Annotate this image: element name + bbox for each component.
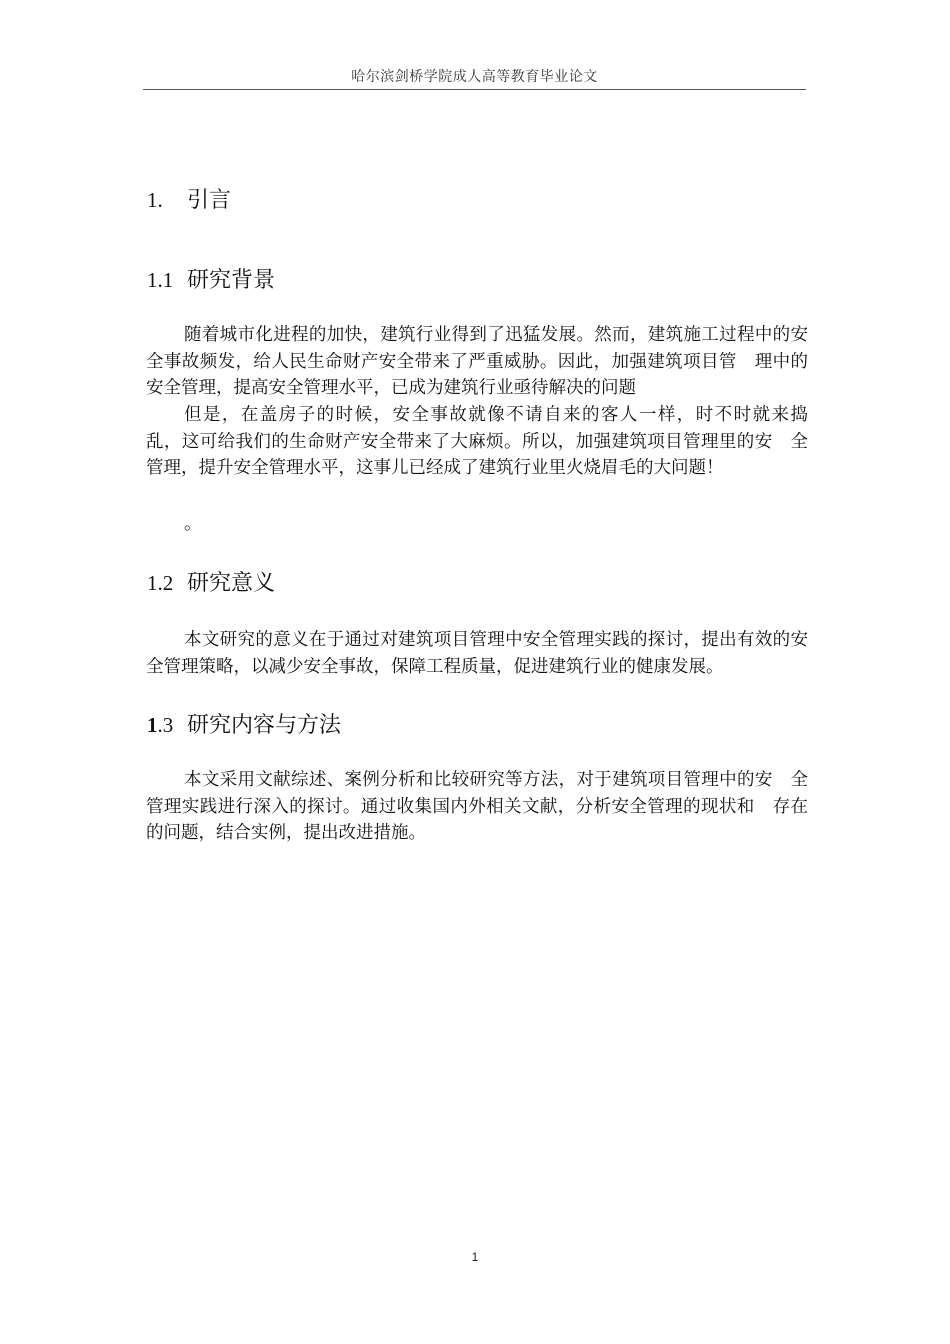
header-divider	[143, 89, 806, 90]
background-paragraph-2: 但是，在盖房子的时候，安全事故就像不请自来的客人一样，时不时就来捣 乱，这可给我们的生命财产安全带来了大麻烦。所以，加强建筑项目管理里的安 全管理，提升安全管理水平，这事儿已经成了建筑行业里火烧眉毛的大问题！	[146, 405, 826, 478]
heading-number: 1.2	[147, 571, 174, 595]
heading-research-background	[147, 263, 275, 294]
heading-content-and-methods	[147, 708, 341, 739]
page-header: 哈尔滨剑桥学院成人高等教育毕业论文	[351, 69, 598, 85]
heading-number-rest: .3	[157, 713, 174, 737]
page-number: 1	[471, 1250, 479, 1264]
background-paragraph-1: 随着城市化进程的加快，建筑行业得到了迅猛发展。然而，建筑施工过程中的安全事故频发，给人民生命财产安全带来了严重威胁。因此，加强建筑项目管 理中的安全管理，提高安全管理水平，已成为建筑行业亟待解决的问题	[146, 325, 808, 398]
heading-title: 研究意义	[187, 571, 276, 596]
heading-number-bold: 1	[147, 713, 158, 737]
significance-paragraph: 本文研究的意义在于通过对建筑项目管理中安全管理实践的探讨，提出有效的安全管理策略，以减少安全事故，保障工程质量，促进建筑行业的健康发展。	[146, 630, 808, 677]
heading-introduction	[147, 183, 231, 214]
heading-title: 研究背景	[187, 268, 276, 293]
methods-paragraph: 本文采用文献综述、案例分析和比较研究等方法，对于建筑项目管理中的安 全管理实践进行深入的探讨。通过收集国内外相关文献，分析安全管理的现状和 存在的问题，结合实例，提出改进措施。	[146, 770, 808, 843]
heading-title: 引言	[187, 188, 232, 213]
heading-number: 1.	[147, 188, 163, 212]
heading-number	[147, 713, 187, 738]
heading-research-significance	[147, 566, 275, 597]
stray-punctuation: 。	[184, 514, 202, 534]
heading-number: 1.1	[147, 268, 174, 292]
heading-title: 研究内容与方法	[187, 713, 342, 738]
